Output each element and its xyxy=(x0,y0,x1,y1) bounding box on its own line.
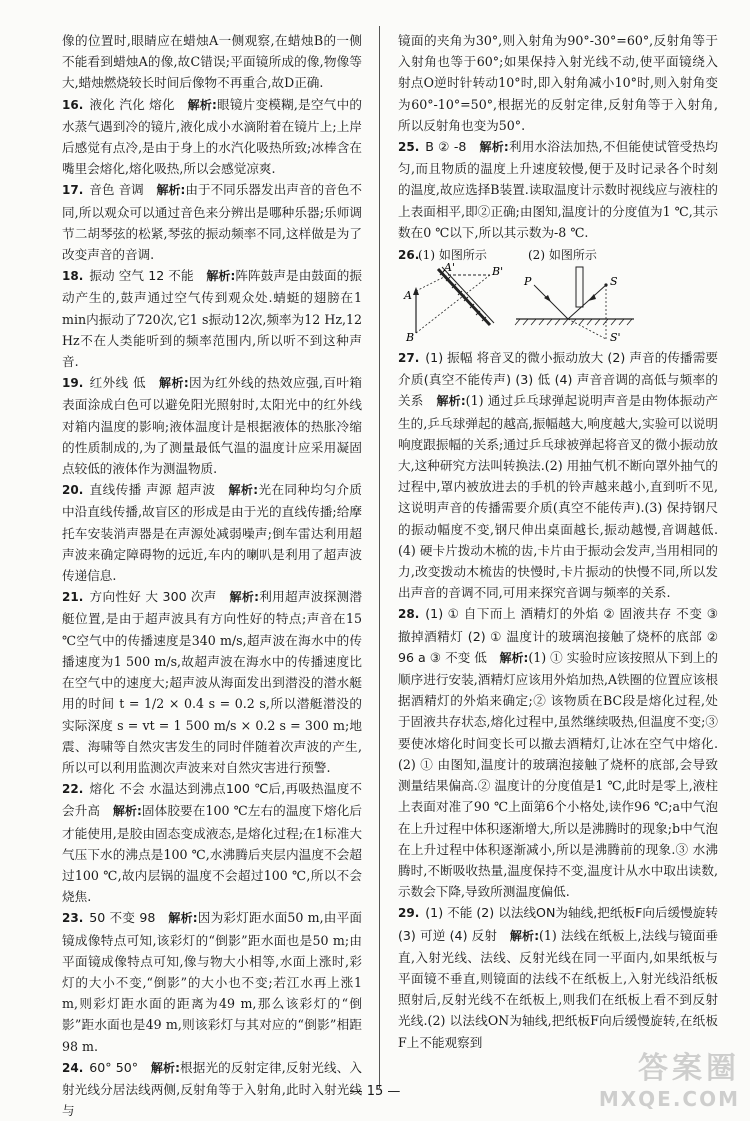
analysis-label: 解析: xyxy=(229,590,259,605)
analysis-text: (1) 法线在纸板上,法线与镜面垂直,入射光线、法线、反射光线在同一平面内,如果纸板与平面镜不垂直,则镜面的法线不在纸板上,入射光线沿纸板照射后,反射光线不在纸板上,则我们在纸板上看不到反射光线.(2) 以法线ON为轴线,把纸板F向后缓慢旋转,在纸板F上不能观察到 xyxy=(398,927,718,1050)
analysis-text: 像的位置时,眼睛应在蜡烛A一侧观察,在蜡烛B的一侧不能看到蜡烛A的像,故C错误;平面镜所成的像,物像等大,蜡烛燃烧较长时间后像物不再重合,故D正确. xyxy=(62,33,362,91)
analysis-text: 镜面的夹角为30°,则入射角为90°-30°=60°,反射角等于入射角也等于60°;如果保持入射光线不动,使平面镜绕入射点O逆时针转动10°时,即入射角减小10°时,则入射角变为60°-10°=50°,根据光的反射定律,反射角等于入射角,所以反射角也变为50°. xyxy=(398,33,718,133)
answer-text: (1) 不能 (2) 以法线ON为轴线,把纸板F向后缓慢旋转 (3) 可逆 (4) 反射 xyxy=(398,905,718,943)
label-s: S xyxy=(610,275,618,289)
answer-item-17 xyxy=(62,179,362,265)
question-number: 28. xyxy=(398,607,420,622)
answer-item-25 xyxy=(398,136,718,243)
question-number: 25. xyxy=(398,140,420,155)
figure-number: 26. xyxy=(398,248,420,263)
analysis-label: 解析: xyxy=(479,140,509,155)
analysis-label: 解析: xyxy=(499,650,529,665)
analysis-label: 解析: xyxy=(159,376,189,391)
figure-drawings xyxy=(398,247,718,343)
analysis-text: 由于不同乐器发出声音的音色不同,所以观众可以通过音色来分辨出是哪种乐器;乐师调节二胡琴弦的松紧,琴弦的振动频率不同,这样做是为了改变声音的音调. xyxy=(62,182,362,263)
answer-text: 液化 汽化 熔化 xyxy=(89,96,175,112)
question-number: 22. xyxy=(62,782,84,797)
analysis-label: 解析: xyxy=(509,928,539,943)
analysis-label: 解析: xyxy=(206,269,236,284)
question-number: 18. xyxy=(62,269,84,284)
analysis-text: 眼镜片变模糊,是空气中的水蒸气遇到冷的镜片,液化成小水滴附着在镜片上;上岸后感觉有点冷,是由于身上的水汽化吸热所致;冰棒含在嘴里会熔化,熔化吸热,所以会感觉凉爽. xyxy=(62,96,362,177)
page-number: — 15 — xyxy=(349,1084,401,1099)
question-number: 29. xyxy=(398,906,420,921)
analysis-text: 利用水浴法加热,不但能使试管受热均匀,而且物质的温度上升速度较慢,便于及时记录各个时刻的温度,故应选择B装置.读取温度计示数时视线应与液柱的上表面相平,即②正确;由图知,温度计的分度值为1 ℃,其示数在0 ℃以下,所以其示数为-8 ℃. xyxy=(398,139,719,240)
question-number: 20. xyxy=(62,483,84,498)
analysis-text: 固体胶要在100 ℃左右的温度下熔化后才能使用,是胶由固态变成液态,是熔化过程;在1标准大气压下水的沸点是100 ℃,水沸腾后夹层内温度不会超过100 ℃,故内层锅的温度不会超过100 ℃,所以不会烧焦. xyxy=(62,803,362,905)
analysis-text: (1) 通过乒乓球弹起说明声音是由物体振动产生的,乒乓球弹起的越高,振幅越大,响度越大,实验可以说明响度跟振幅的关系;通过乒乓球被弹起将音叉的微小振动放大,这种研究方法叫转换法.(2) 用抽气机不断向罩外抽气的过程中,罩内被放进去的手机的铃声越来越小,直到听不见,这说明声音的传播需要介质(真空不能传声).(3) 保持钢尺的振动幅度不变,钢尺伸出桌面越长,振动越慢,音调越低.(4) 硬卡片拨动木梳的齿,卡片由于振动会发声,当用相同的力,改变拨动木梳齿的快慢时,卡片振动的快慢不同,所以发出声音的音调不同,可用来探究音调与频率的关系. xyxy=(398,393,719,601)
answer-text: B ② -8 xyxy=(425,139,467,155)
figure-caption-2: (2) 如图所示 xyxy=(528,248,597,263)
answer-text: 60° 50° xyxy=(89,1059,139,1075)
right-top-entries xyxy=(398,30,718,243)
answer-text: 方向性好 大 300 次声 xyxy=(89,589,217,605)
question-number: 16. xyxy=(62,97,84,112)
answer-text: 熔化 不会 水温达到沸点100 ℃后,再吸热温度不会升高 xyxy=(62,781,362,819)
right-bottom-entries xyxy=(398,347,718,1053)
answer-item-16 xyxy=(62,94,362,180)
answer-item-18 xyxy=(62,265,362,372)
analysis-text: 根据光的反射定律,反射光线、入射光线分居法线两侧,反射角等于入射角,此时入射光线与 xyxy=(62,1059,362,1119)
analysis-text: 因为红外线的热效应强,百叶箱表面涂成白色可以避免阳光照射时,太阳光中的红外线对箱内温度的影响;液体温度计是根据液体的热胀冷缩的性质制成的,为了测量最低气温的温度计应采用凝固点较低的液体作为测温物质. xyxy=(62,375,362,477)
question-number: 27. xyxy=(398,351,420,366)
label-p: P xyxy=(524,275,532,289)
label-b: B xyxy=(406,331,415,344)
figure-26 xyxy=(398,247,718,343)
label-a: A xyxy=(404,289,412,303)
mirror-diagram-1 xyxy=(403,261,503,343)
watermark-logo: 答案圈 MXQE.COM xyxy=(598,1051,740,1111)
answer-text: 音色 音调 xyxy=(89,182,144,198)
answer-continuation xyxy=(398,30,718,136)
question-number: 19. xyxy=(62,376,84,391)
question-number: 23. xyxy=(62,911,84,926)
answer-item-23 xyxy=(62,907,362,1056)
left-column xyxy=(62,30,362,1121)
column-divider xyxy=(379,26,380,1088)
analysis-label: 解析: xyxy=(228,483,259,498)
figure-caption-1: (1) 如图所示 xyxy=(418,248,487,263)
answer-item-22 xyxy=(62,778,362,907)
answer-text: (1) ① 自下而上 酒精灯的外焰 ② 固液共存 不变 ③ 撤掉酒精灯 (2) ① 温度计的玻璃泡接触了烧杯的底部 ② 96 a ③ 不变 低 xyxy=(398,606,718,665)
analysis-text: 光在同种均匀介质中沿直线传播,故盲区的形成是由于光的直线传播;给摩托车安装消声器是在声源处减弱噪声;倒车雷达利用超声波来确定障碍物的远近,车内的喇叭是利用了超声波传递信息. xyxy=(62,482,363,584)
analysis-label: 解析: xyxy=(168,911,198,926)
answer-item-28 xyxy=(398,603,718,902)
question-number: 24. xyxy=(62,1060,84,1075)
analysis-label: 解析: xyxy=(156,183,186,198)
analysis-label: 解析: xyxy=(187,97,217,112)
answer-item-19 xyxy=(62,372,362,479)
analysis-text: 因为彩灯距水面50 m,由平面镜成像特点可知,该彩灯的“倒影”距水面也是50 m;由平面镜成像特点可知,像与物大小相等,水面上涨时,彩灯的大小不变,“倒影”的大小也不变;若江水再上涨1 m,则彩灯距水面的距离为49 m,那么该彩灯的“倒影”距水面也是49 m,则该彩灯与其对应的“倒影”相距98 m. xyxy=(62,910,362,1054)
answer-text: 50 不变 98 xyxy=(89,910,156,926)
analysis-text: (1) ① 实验时应该按照从下到上的顺序进行安装,酒精灯应该用外焰加热,A铁圈的位置应该根据酒精灯的外焰来确定;② 该物质在BC段是熔化过程,处于固液共存状态,熔化过程中,虽然继续吸热,但温度不变;③ 要使冰熔化时间变长可以撤去酒精灯,让冰在空气中熔化.(2) ① 由图知,温度计的玻璃泡接触了烧杯的底部,会导致测量结果偏高.② 温度计的分度值是1 ℃,此时是零上,液柱上表面对准了90 ℃上面第6个小格处,读作96 ℃;a中气泡在上升过程中体积逐渐增大,所以是沸腾时的现象;b中气泡在上升过程中体积逐渐减小,所以是沸腾前的现象.③ 水沸腾时,不断吸收热量,温度保持不变,温度计从水中取出读数,示数会下降,导致所测温度偏低. xyxy=(398,649,718,900)
question-number: 21. xyxy=(62,590,84,605)
answer-item-27 xyxy=(398,347,718,603)
analysis-label: 解析: xyxy=(150,1060,180,1075)
question-number: 17. xyxy=(62,183,84,198)
answer-text: 直线传播 声源 超声波 xyxy=(89,482,216,498)
analysis-label: 解析: xyxy=(436,394,466,409)
mirror-diagram-2 xyxy=(515,267,634,343)
answer-item-20 xyxy=(62,479,362,586)
label-a-prime: A' xyxy=(444,261,455,275)
label-b-prime: B' xyxy=(492,265,504,279)
analysis-text: 阵阵鼓声是由鼓面的振动产生的,鼓声通过空气传到观众处.蜻蜓的翅膀在1 min内振动了720次,它1 s振动12次,频率为12 Hz,12 Hz不在人类能听到的频率范围内,所以听不到这种声音. xyxy=(62,268,362,370)
answer-text: 红外线 低 xyxy=(89,375,147,391)
answer-item-21 xyxy=(62,586,362,778)
answer-item-29 xyxy=(398,902,718,1052)
label-s-prime: S' xyxy=(610,331,621,344)
analysis-text: 利用超声波探测潜艇位置,是由于超声波具有方向性好的特点;声音在15 ℃空气中的传播速度是340 m/s,超声波在海水中的传播速度为1 500 m/s,故超声波在海水中的传播速度比在空气中的速度大;超声波从海面发出到潜没的潜水艇用的时间 t = 1/2 × 0.4 s = 0.2 s,所以潜艇潜没的实际深度 s = vt = 1 500 m/s × 0.2 s = 300 m;地震、海啸等自然灾害发生的同时伴随着次声波的产生,所以可以利用监测次声波来对自然灾害进行预警. xyxy=(62,589,362,775)
answer-text: (1) 振幅 将音叉的微小振动放大 (2) 声音的传播需要介质(真空不能传声) (3) 低 (4) 声音音调的高低与频率的关系 xyxy=(398,350,718,409)
answer-continuation xyxy=(62,30,362,94)
answer-text: 振动 空气 12 不能 xyxy=(89,268,194,284)
right-column xyxy=(398,30,718,1053)
analysis-label: 解析: xyxy=(112,804,142,819)
